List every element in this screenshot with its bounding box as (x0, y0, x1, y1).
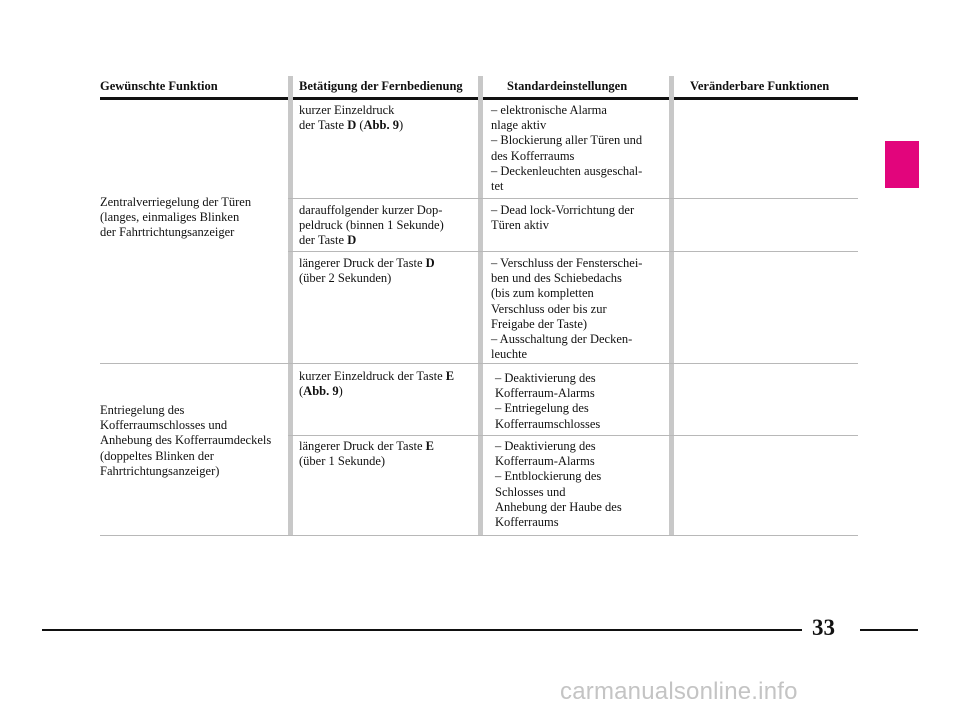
action-text: kurzer Einzeldruck der Taste (299, 369, 446, 383)
action-text: längerer Druck der Taste (299, 439, 426, 453)
figure-reference: Abb. 9 (303, 384, 339, 399)
key-label: D (425, 256, 435, 270)
row-divider (288, 198, 858, 199)
default-cell: – elektronische Alarma nlage aktiv – Blockierung aller Türen und des Kofferraums – Deckenleuchten ausgeschal- tet (491, 103, 643, 194)
key-label: E (445, 369, 455, 383)
key-label: D (347, 118, 357, 133)
action-cell (299, 103, 474, 133)
action-text: längerer Druck der Taste (299, 256, 426, 270)
action-text: ) (398, 118, 404, 133)
column-divider (288, 76, 293, 535)
header-betaetigung: Betätigung der Fernbedienung (299, 79, 463, 93)
action-text: ) (338, 384, 343, 399)
function-entriegelung-kofferraum: Entriegelung des Kofferraumschlosses und Anhebung des Kofferraumdeckels (doppeltes Blinken der Fahrtrichtungsanzeiger) (100, 403, 272, 478)
row-divider (100, 363, 858, 364)
action-cell (299, 369, 474, 399)
column-divider (478, 76, 483, 535)
header-veraenderbare-funktionen: Veränderbare Funktionen (690, 79, 830, 93)
figure-reference: Abb. 9 (363, 118, 399, 133)
action-text: (über 2 Sekunden) (299, 271, 392, 286)
footer-rule-right (860, 629, 918, 631)
function-zentralverriegelung: Zentralverriegelung der Türen (langes, einmaliges Blinken der Fahrtrichtungsanzeiger (100, 195, 252, 240)
key-label: E (425, 439, 434, 453)
action-text: darauffolgender kurzer Dop- peldruck (binnen 1 Sekunde) der Taste (299, 203, 444, 248)
action-cell (299, 203, 474, 249)
action-cell (299, 256, 474, 286)
default-cell: – Deaktivierung des Kofferraum-Alarms – Entblockierung des Schlosses und Anhebung der Haube des Kofferraums (495, 439, 622, 530)
row-divider (288, 251, 858, 252)
action-text: kurzer Einzeldruck der Taste (299, 103, 395, 133)
default-cell: – Dead lock-Vorrichtung der Türen aktiv (491, 203, 635, 233)
row-divider (288, 435, 858, 436)
table-bottom-line (100, 535, 858, 536)
action-text: (über 1 Sekunde) (299, 454, 386, 469)
key-label: D (347, 233, 357, 248)
action-text: ( (356, 118, 364, 133)
default-cell: – Deaktivierung des Kofferraum-Alarms – Entriegelung des Kofferraumschlosses (495, 371, 601, 431)
section-color-tab (885, 141, 919, 188)
header-standardeinstellungen: Standardeinstellungen (507, 79, 628, 93)
action-cell (299, 439, 474, 469)
action-text: ( (299, 384, 304, 399)
footer-rule-left (42, 629, 802, 631)
watermark: carmanualsonline.info (560, 678, 798, 705)
default-cell: – Verschluss der Fensterschei- ben und des Schiebedachs (bis zum kompletten Verschluss oder bis zur Freigabe der Taste) – Ausschaltung der Decken- leuchte (491, 256, 643, 362)
page-number: 33 (812, 615, 835, 640)
column-divider (669, 76, 674, 535)
header-gewuenschte-funktion: Gewünschte Funktion (100, 79, 218, 93)
